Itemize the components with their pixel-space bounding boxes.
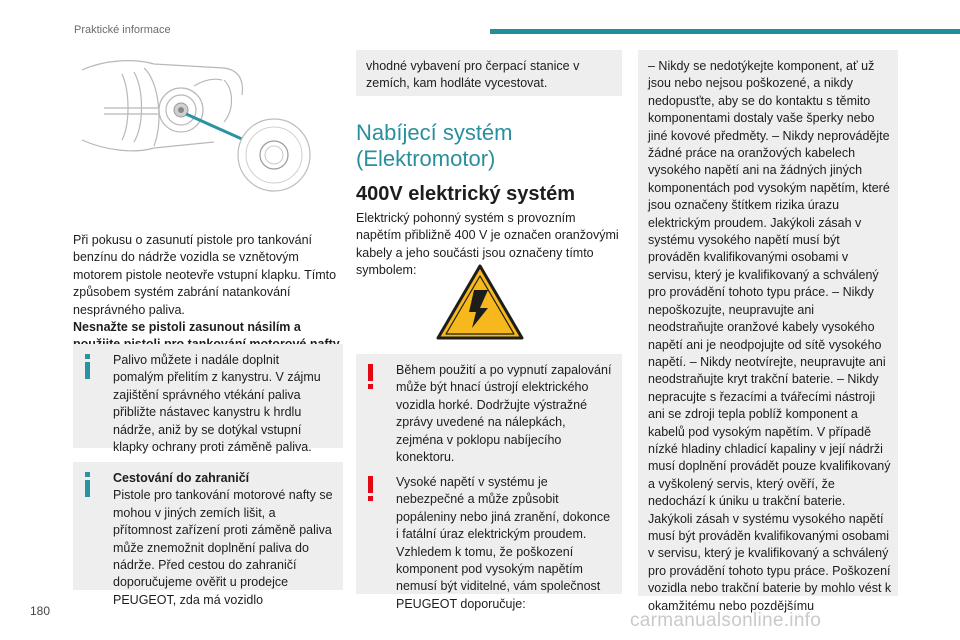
warning-box-high-voltage: [356, 466, 622, 611]
page-number: 180: [30, 604, 51, 618]
paragraph-misfuel: Při pokusu o zasunutí pistole pro tankování benzínu do nádrže vozidla se vznětovým motorem pistole neotevře vstupní klapku. Tímto způsobem systém zabrání natankování nesprávného paliva.: [73, 233, 337, 317]
heading-400v: 400V elektrický systém: [356, 183, 576, 205]
recommendations-text: – Nikdy se nedotýkejte komponent, ať už jsou nebo nejsou poškozené, a nikdy nedopusťte, aby se do kontaktu s těmito komponentami dostaly vaše šperky nebo jiné kovové předměty. – Nikdy neprovádějte žádné práce na oranžových kabelech vysokého napětí ani na žádných jiných komponentách pod vysokým napětím, které jsou označeny štítkem rizika úrazu elektrickým proudem. Jakýkoli zásah v systému vysokého napětí musí být prováděn kvalifikovanými osobami v servisu, který je kvalifikovaný a schválený pro provádění tohoto typu práce. – Nikdy nepoškozujte, neupravujte ani neodstraňujte oranžové kabely vysokého napětí ani je neodpojujte od sítě vysokého napětí. – Nikdy neotvírejte, neupravujte ani neodstraňujte kryt trakční baterie. – Nikdy nepracujte s řezacími a tvářecími nástroji ani se zdroji tepla poblíž komponent a kabelů pod vysokým napětím. V případě nízké hladiny chladicí kapaliny v její nádrži musí doplnění provádět pouze kvalifikovaný a vyškolený servis, který ověří, že nedochází k úniku u trakční baterie. Jakýkoli zásah v systému vysokého napětí musí být prováděn kvalifikovanými osobami v servisu, který je kvalifikovaný a schválený pro provádění tohoto typu práce. Poškození vozidla nebo trakční baterie by mohlo vést k okamžitému nebo pozdějšímu: [648, 59, 892, 613]
section-charging: [356, 120, 622, 172]
info-box-canister: [73, 344, 343, 455]
info-text-abroad: Pistole pro tankování motorové nafty se mohou v jiných zemích lišit, a přítomnost zařízení proti záměně paliva může znemožnit doplnění paliva do nádrže. Před cestou do zahraničí doporučujeme ověřit u prodejce PEUGEOT, zda má vozidlo: [113, 488, 333, 607]
paragraph-misfuel-warning: Nesnažte se pistoli zasunout násilím a: [73, 320, 301, 335]
warning-box-recommendations: [638, 50, 898, 613]
info-text-continued: vhodné vybavení pro čerpací stanice v zemích, kam hodláte vycestovat.: [366, 59, 580, 91]
high-voltage-symbol: [356, 262, 622, 344]
info-icon: [85, 354, 90, 380]
column-left: [73, 232, 343, 354]
section-title: Praktické informace: [74, 24, 171, 36]
watermark: carmanualsonline.info: [630, 610, 822, 631]
paragraph-400v-intro: Elektrický pohonný systém s provozním napětím přibližně 400 V je označen oranžovými kabely a jeho součásti jsou označeny tímto symbolem:: [356, 211, 619, 278]
warning-icon: [368, 476, 373, 502]
warning-text-hot: Během použití a po vypnutí zapalování může být hnací ústrojí elektrického vozidla horké. Dodržujte výstražné zprávy uvedené na nálepkách, zejména v poklopu nabíjecího konektoru.: [396, 363, 612, 465]
info-box-continued: [356, 50, 622, 96]
warning-icon: [368, 364, 373, 390]
header-accent-bar: [490, 29, 960, 34]
info-box-abroad: [73, 462, 343, 607]
info-text-canister: Palivo můžete i nadále doplnit pomalým přelitím z kanystru. V zájmu zajištění správného vtékání paliva přibližte nástavec kanystru k hrdlu nádrže, aniž by se dotýkal vstupní klapky ochrany proti záměně paliva.: [113, 353, 321, 455]
info-title-abroad: Cestování do zahraničí: [113, 471, 250, 485]
info-icon: [85, 472, 90, 498]
fuel-filler-illustration: [74, 50, 334, 210]
heading-charging-system: Nabíjecí systém (Elektromotor): [356, 120, 513, 171]
warning-text-high-voltage: Vysoké napětí v systému je nebezpečné a může způsobit popáleniny nebo jiná zranění, dokonce i fatální úraz elektrickým proudem. Vzhledem k tomu, že poškození komponent pod vysokým napětím nemusí být viditelné, vám společnost PEUGEOT doporučuje:: [396, 475, 611, 611]
warning-box-hot: [356, 354, 622, 466]
